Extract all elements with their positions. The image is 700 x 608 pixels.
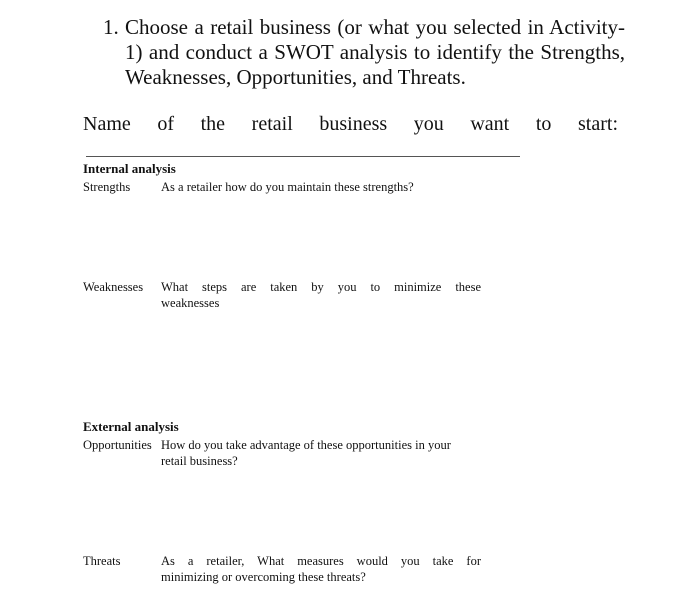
opportunities-label: Opportunities: [83, 438, 152, 452]
opportunities-question: [161, 437, 481, 469]
external-analysis-heading: External analysis: [83, 419, 179, 434]
question-line: 1) and conduct a SWOT analysis to identify the Strengths,: [125, 40, 625, 64]
business-name-prompt: Name of the retail business you want to start:: [83, 113, 618, 135]
weaknesses-question-line: What steps are taken by you to minimize these: [161, 280, 481, 294]
opportunities-question-line: retail business?: [161, 454, 238, 468]
threats-label: Threats: [83, 554, 121, 568]
threats-question: [161, 553, 481, 585]
weaknesses-label: Weaknesses: [83, 280, 144, 294]
strengths-label: Strengths: [83, 180, 131, 194]
question-number: 1.: [103, 15, 119, 39]
threats-question-line: minimizing or overcoming these threats?: [161, 570, 366, 584]
question-text: [125, 15, 625, 90]
question-line: Choose a retail business (or what you selected in Activity-: [125, 15, 625, 39]
internal-analysis-heading: Internal analysis: [83, 161, 176, 176]
strengths-question-line: As a retailer how do you maintain these strengths?: [161, 180, 414, 194]
threats-question-line: As a retailer, What measures would you take for: [161, 554, 481, 568]
strengths-question: [161, 179, 481, 195]
opportunities-question-line: How do you take advantage of these opportunities in your: [161, 438, 451, 452]
weaknesses-question-line: weaknesses: [161, 296, 220, 310]
weaknesses-question: [161, 279, 481, 311]
business-name-answer-line: [86, 156, 520, 157]
question-line: Weaknesses, Opportunities, and Threats.: [125, 65, 466, 89]
